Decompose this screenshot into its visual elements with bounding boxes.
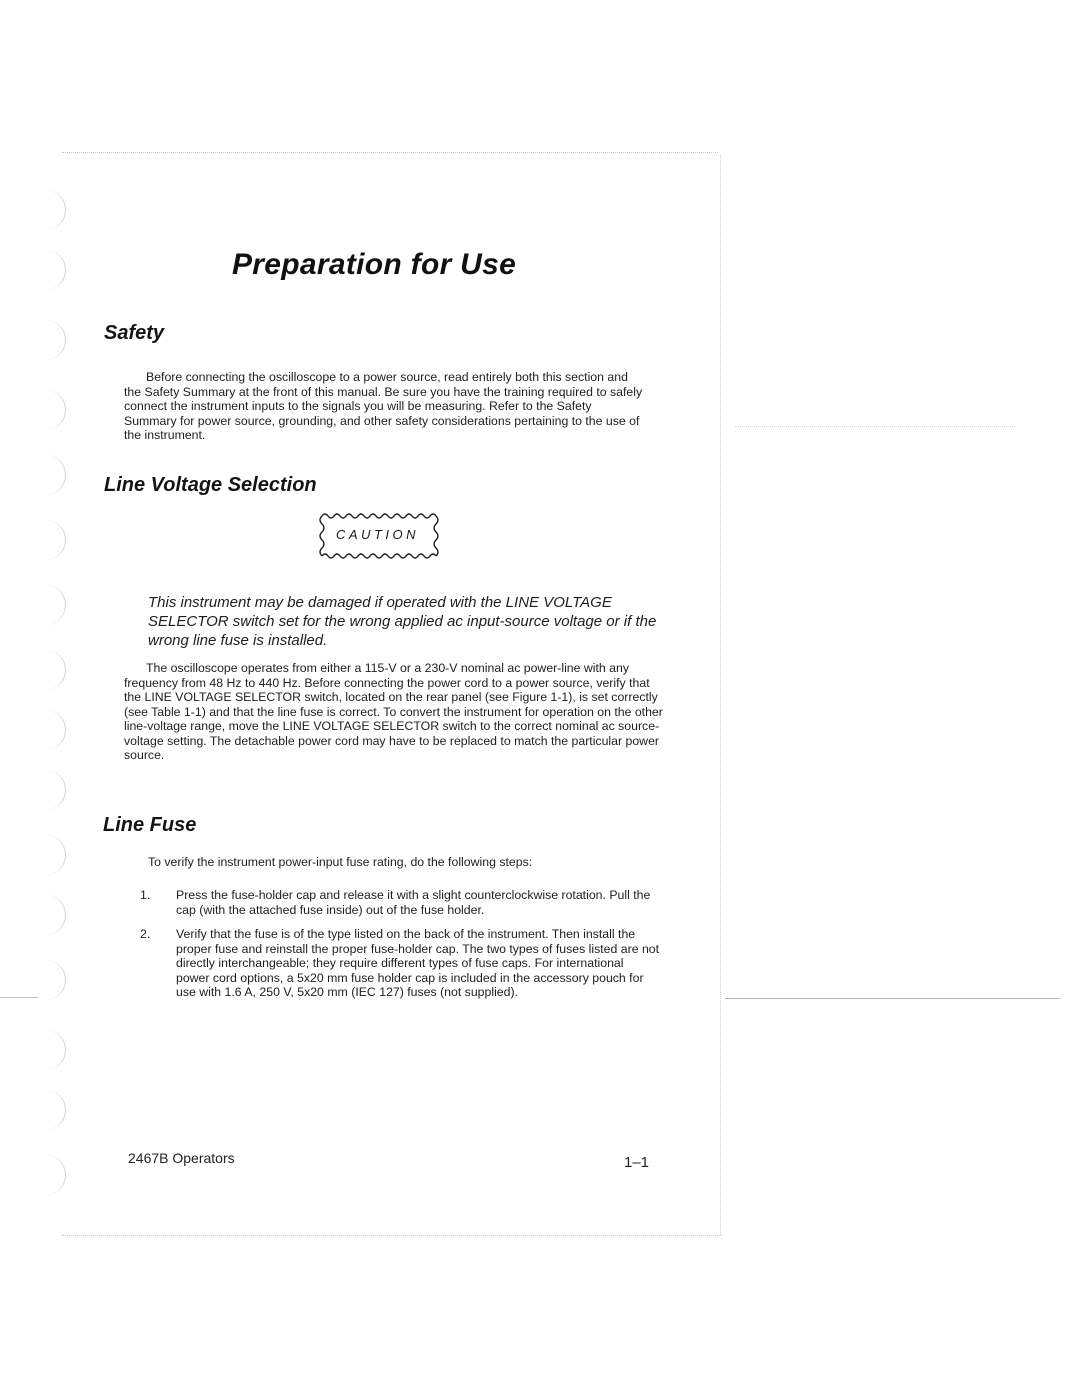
section-heading-line-voltage: Line Voltage Selection — [104, 474, 317, 496]
binder-hole-mark — [45, 250, 66, 290]
scan-dots-right — [735, 426, 1015, 427]
binder-hole-mark — [45, 1090, 66, 1130]
caution-box — [316, 510, 444, 562]
binder-hole-mark — [45, 455, 66, 495]
binder-hole-mark — [45, 320, 66, 360]
scan-horizontal-line-left — [0, 997, 38, 998]
binder-hole-mark — [45, 710, 66, 750]
step-text: Verify that the fuse is of the type listed on the back of the instrument. Then install the proper fuse and reinstall the proper fuse-holder cap. The two types of fuses listed are not directly interchangeable; they require different types of fuse caps. For international power cord options, a 5x20 mm fuse holder cap is included in the accessory pouch for use with 1.6 A, 250 V, 5x20 mm (IEC 127) fuses (not supplied). — [176, 927, 660, 999]
line-fuse-intro: To verify the instrument power-input fuse rating, do the following steps: — [148, 855, 533, 869]
binder-hole-mark — [45, 770, 66, 810]
binder-hole-mark — [45, 650, 66, 690]
scan-dotted-line-bottom — [62, 1235, 722, 1236]
step-number: 2. — [140, 927, 151, 941]
fuse-steps-list — [140, 888, 660, 1010]
section-heading-line-fuse: Line Fuse — [103, 814, 197, 836]
binder-hole-mark — [45, 1030, 66, 1070]
binder-hole-mark — [45, 585, 66, 625]
binder-hole-mark — [45, 960, 66, 1000]
page-title: Preparation for Use — [232, 248, 517, 281]
scan-dotted-line-top — [62, 152, 718, 153]
binder-hole-mark — [45, 895, 66, 935]
scan-edge-line-right — [720, 155, 721, 1235]
binder-hole-mark — [45, 390, 66, 430]
safety-paragraph: Before connecting the oscilloscope to a power source, read entirely both this section and the Safety Summary at the front of this manual. Be sure you have the training required to safely connect the instrument inputs to the signals you will be measuring. Refer to the Safety Summary for power source, grounding, and other safety considerations pertaining to the use of the instrument. — [124, 370, 643, 442]
section-heading-safety: Safety — [104, 322, 165, 344]
caution-label: CAUTION — [336, 527, 419, 542]
footer-manual-name: 2467B Operators — [128, 1150, 235, 1166]
fuse-step — [140, 888, 660, 917]
step-number: 1. — [140, 888, 151, 902]
binder-hole-mark — [45, 1155, 66, 1195]
caution-text: This instrument may be damaged if operated with the LINE VOLTAGE SELECTOR switch set for the wrong applied ac input-source voltage or if the wrong line fuse is installed. — [148, 594, 657, 649]
step-text: Press the fuse-holder cap and release it with a slight counterclockwise rotation. Pull the cap (with the attached fuse inside) out of the fuse holder. — [176, 888, 651, 917]
binder-hole-mark — [45, 835, 66, 875]
binder-hole-mark — [45, 190, 66, 230]
line-voltage-paragraph: The oscilloscope operates from either a 115-V or a 230-V nominal ac power-line with any frequency from 48 Hz to 440 Hz. Before connecting the power cord to a power source, verify that the LINE VOLTAGE SELECTOR switch, located on the rear panel (see Figure 1-1), is set correctly (see Table 1-1) and that the line fuse is correct. To convert the instrument for operation on the other line-voltage range, move the LINE VOLTAGE SELECTOR switch to the correct nominal ac source-voltage setting. The detachable power cord may have to be replaced to match the particular power source. — [124, 661, 663, 762]
binder-hole-mark — [45, 520, 66, 560]
fuse-step — [140, 927, 660, 1000]
scan-horizontal-line-right — [725, 998, 1060, 999]
footer-page-number: 1–1 — [624, 1154, 650, 1171]
